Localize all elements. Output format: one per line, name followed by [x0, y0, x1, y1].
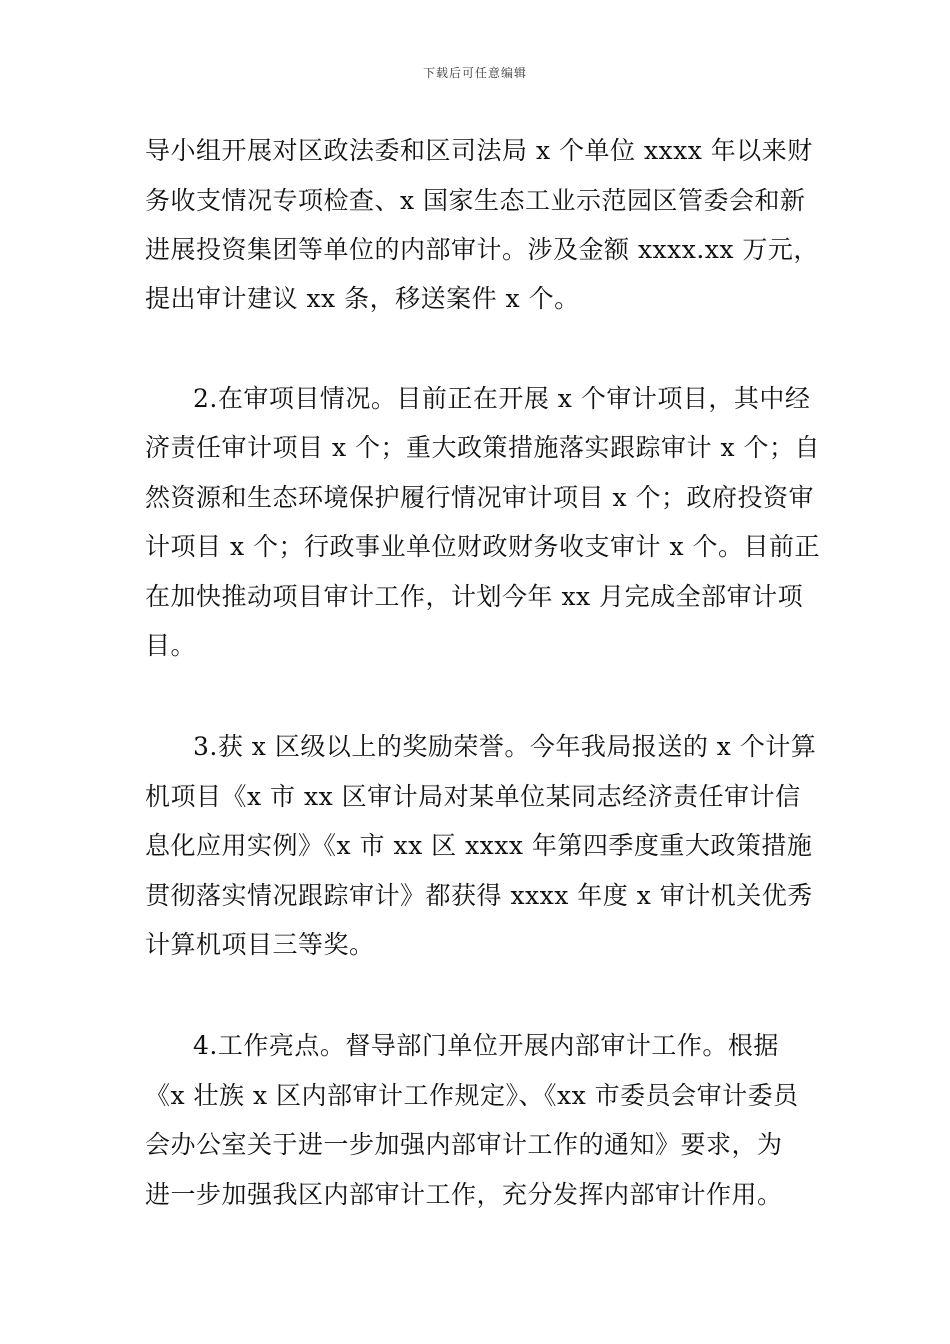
paragraph2-line: 济责任审计项目 x 个；重大政策措施落实跟踪审计 x 个；自 — [145, 433, 820, 462]
paragraph1-line: 务收支情况专项检查、x 国家生态工业示范园区管委会和新 — [145, 186, 806, 215]
paragraph4-line: 进一步加强我区内部审计工作，充分发挥内部审计作用。 — [145, 1180, 783, 1209]
paragraph2-line: 然资源和生态环境保护履行情况审计项目 x 个；政府投资审 — [145, 483, 814, 512]
header-note: 下载后可任意编辑 — [422, 66, 527, 80]
paragraph3-line: 3.获 x 区级以上的奖励荣誉。今年我局报送的 x 个计算 — [193, 732, 817, 761]
paragraph4-line: 《x 壮族 x 区内部审计工作规定》、《xx 市委员会审计委员 — [145, 1081, 799, 1110]
paragraph2-line: 计项目 x 个；行政事业单位财政财务收支审计 x 个。目前正 — [145, 532, 820, 561]
paragraph1-line: 进展投资集团等单位的内部审计。涉及金额 xxxx.xx 万元， — [145, 235, 819, 264]
paragraph2-line: 目。 — [145, 631, 197, 660]
paragraph3-line: 计算机项目三等奖。 — [145, 930, 375, 959]
paragraph3-line: 贯彻落实情况跟踪审计》都获得 xxxx 年度 x 审计机关优秀 — [145, 881, 813, 910]
paragraph3-line: 息化应用实例》《x 市 xx 区 xxxx 年第四季度重大政策措施 — [145, 831, 813, 860]
paragraph2-line: 在加快推动项目审计工作，计划今年 xx 月完成全部审计项 — [145, 582, 804, 611]
paragraph1-line: 导小组开展对区政法委和区司法局 x 个单位 xxxx 年以来财 — [145, 136, 813, 165]
paragraph2-line: 2.在审项目情况。目前正在开展 x 个审计项目，其中经 — [193, 384, 811, 413]
paragraph3-line: 机项目《x 市 xx 区审计局对某单位某同志经济责任审计信 — [145, 782, 801, 811]
paragraph4-line: 会办公室关于进一步加强内部审计工作的通知》要求，为 — [145, 1130, 783, 1159]
paragraph4-line: 4.工作亮点。督导部门单位开展内部审计工作。根据 — [193, 1031, 779, 1060]
paragraph1-line: 提出审计建议 xx 条，移送案件 x 个。 — [145, 284, 580, 313]
